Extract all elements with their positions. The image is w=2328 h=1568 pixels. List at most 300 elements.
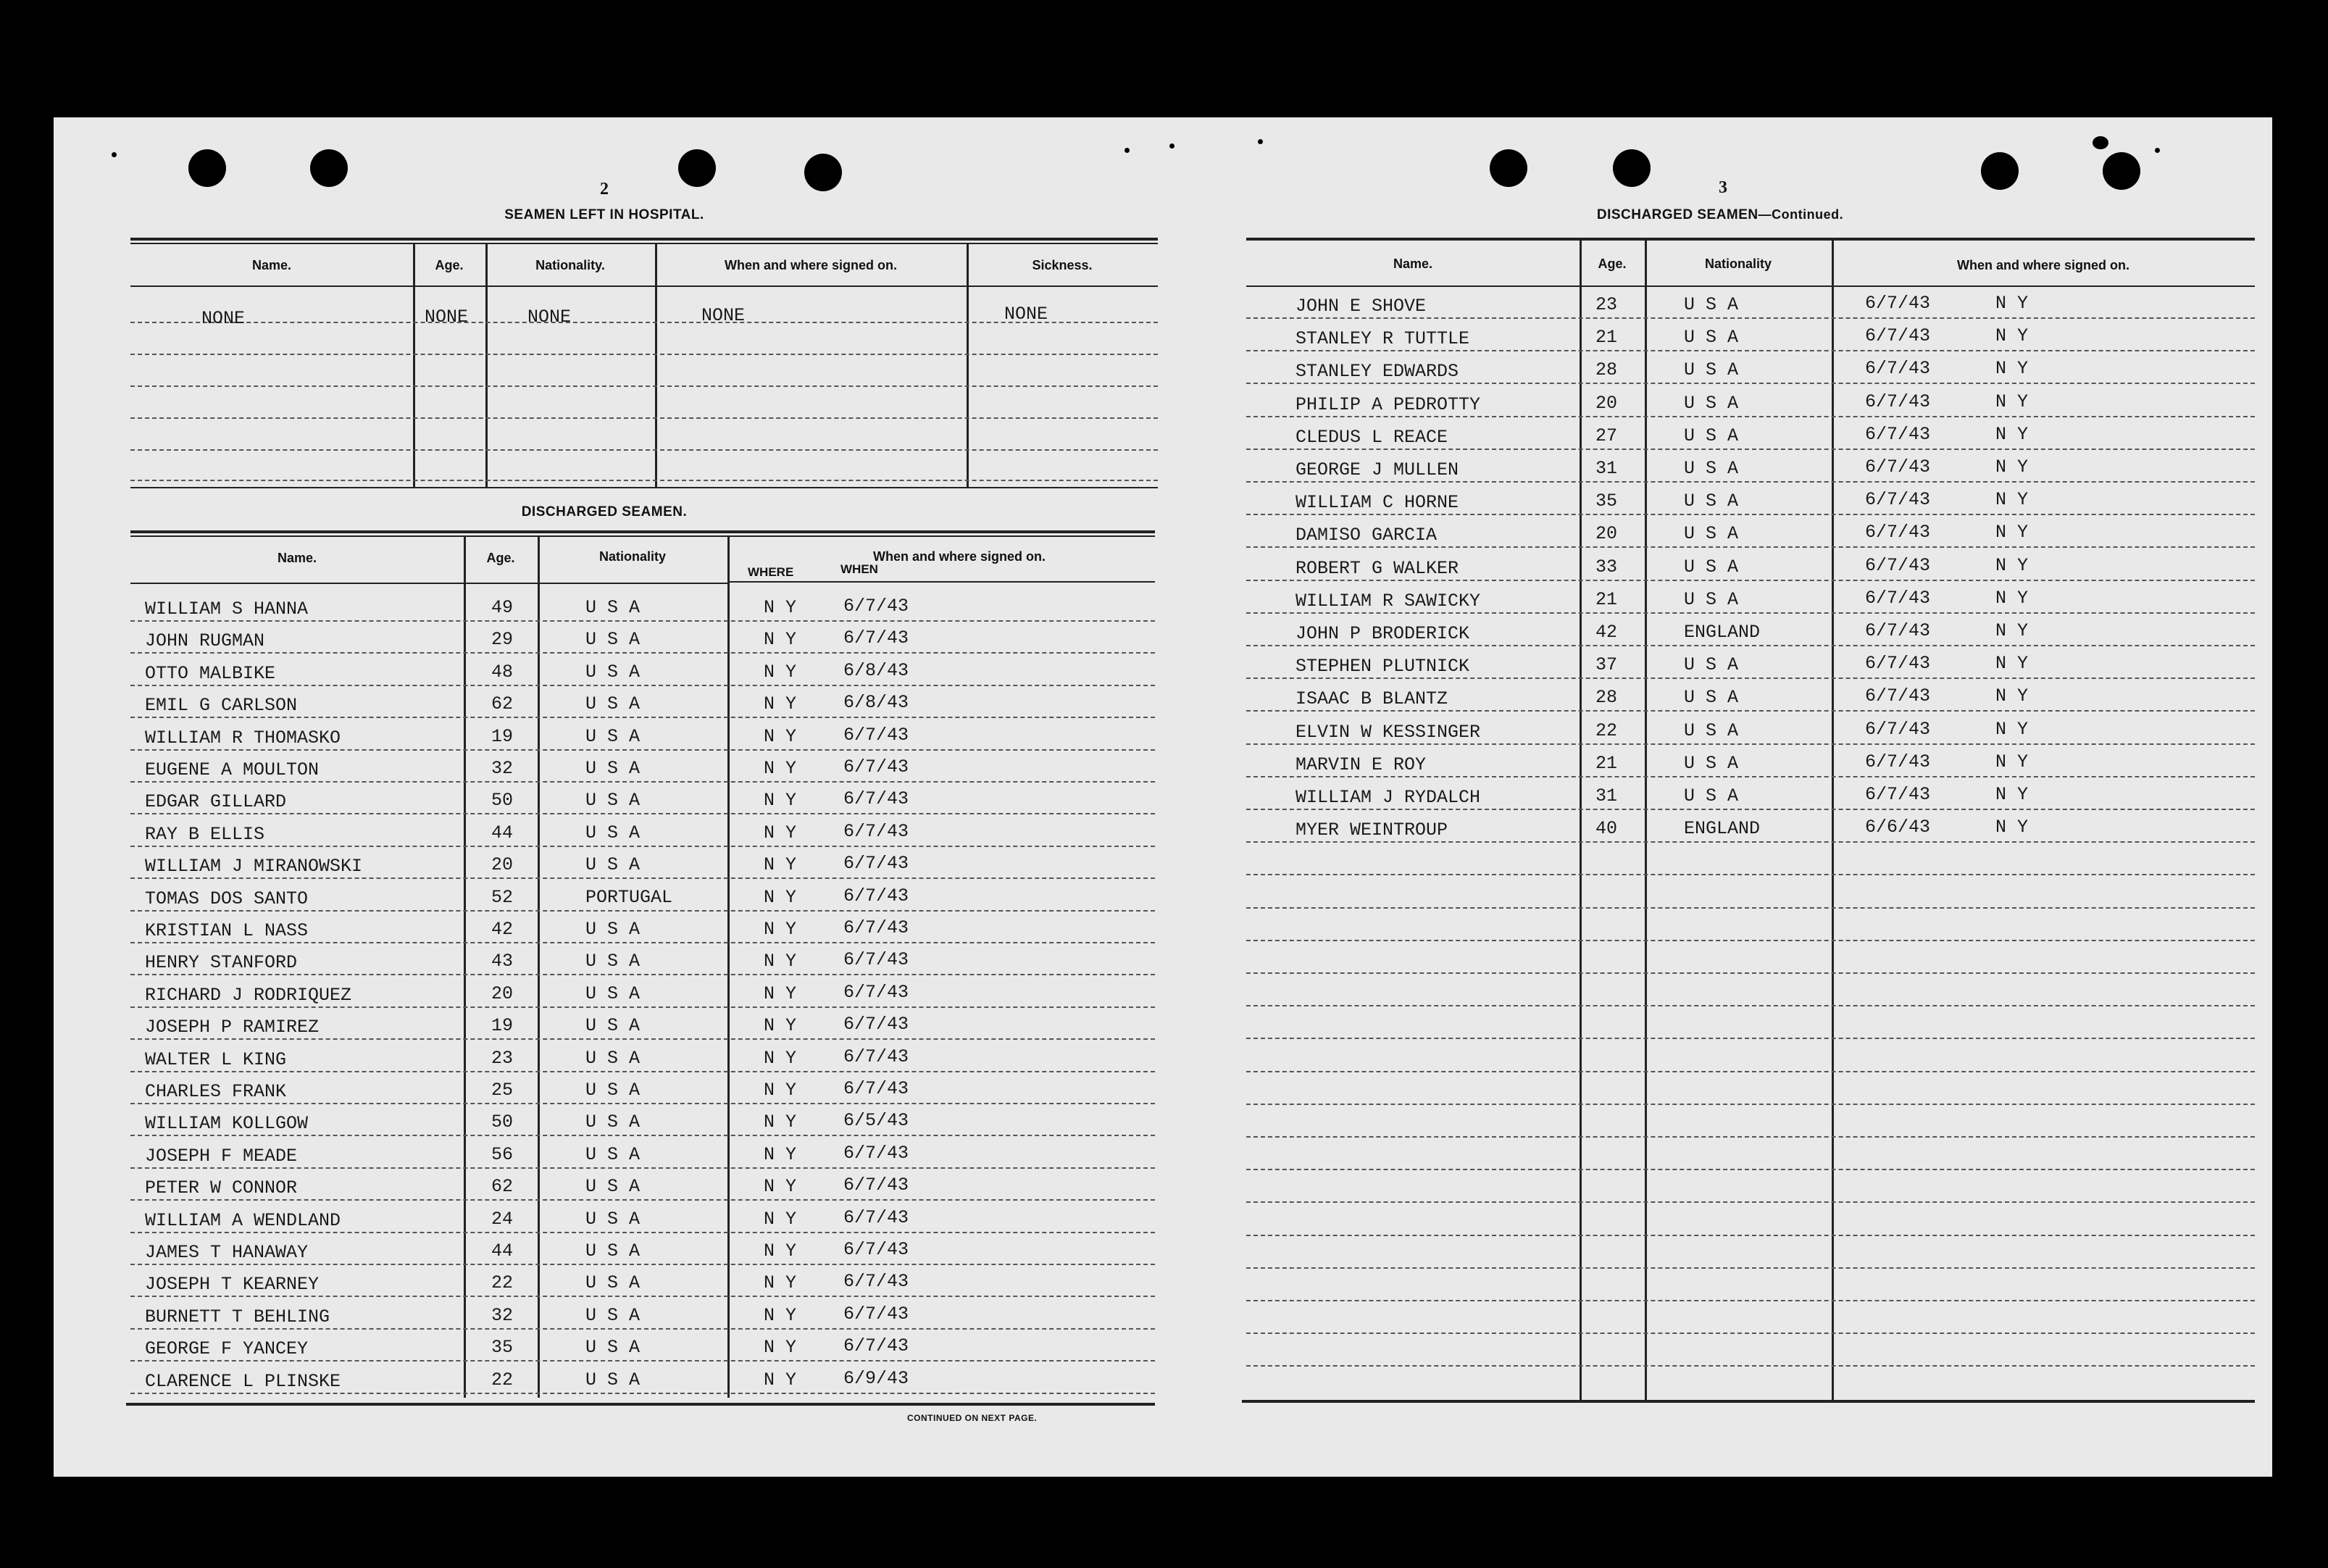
row-line: [130, 1167, 1155, 1169]
punch-hole: [310, 149, 348, 187]
row-line: [130, 1393, 1155, 1394]
seaman-when: 6/9/43: [843, 1368, 909, 1389]
seaman-where: N Y: [1995, 555, 2029, 576]
seaman-when: 6/7/43: [1865, 719, 1931, 740]
row-line: [130, 1264, 1155, 1265]
ink-speck: [2155, 148, 2160, 153]
seaman-nationality: U S A: [1684, 523, 1739, 544]
discharged-header-name: Name.: [277, 551, 317, 565]
seaman-nationality: U S A: [585, 854, 641, 875]
hospital-section-title: SEAMEN LEFT IN HOSPITAL.: [504, 207, 704, 222]
hospital-header-age: Age.: [435, 258, 464, 272]
ink-speck: [1169, 143, 1175, 149]
seaman-nationality: U S A: [1684, 654, 1739, 675]
seaman-when: 6/7/43: [843, 1014, 909, 1035]
seaman-age: 32: [491, 758, 514, 779]
seaman-nationality: U S A: [585, 693, 641, 714]
row-line: [130, 1296, 1155, 1297]
row-line: [130, 717, 1155, 718]
seaman-name: PHILIP A PEDROTTY: [1296, 394, 1481, 415]
seaman-where: N Y: [764, 790, 797, 811]
seaman-name: WILLIAM A WENDLAND: [145, 1210, 341, 1231]
row-line: [1246, 743, 2255, 745]
seaman-where: N Y: [1995, 489, 2029, 510]
row-line: [1246, 809, 2255, 810]
discharged-header-nationality: Nationality: [598, 549, 666, 564]
row-line: [1246, 317, 2255, 319]
seaman-nationality: U S A: [585, 1080, 641, 1101]
seaman-age: 42: [491, 919, 514, 940]
seaman-name: JOHN P BRODERICK: [1296, 623, 1470, 644]
row-line: [1246, 710, 2255, 712]
seaman-nationality: U S A: [585, 1048, 641, 1069]
seaman-when: 6/7/43: [843, 596, 909, 617]
seaman-name: WILLIAM R SAWICKY: [1296, 591, 1481, 612]
seaman-nationality: U S A: [1684, 458, 1739, 479]
row-line: [1246, 1038, 2255, 1039]
punch-hole: [2103, 152, 2140, 190]
seaman-name: MYER WEINTROUP: [1296, 820, 1448, 841]
seaman-when: 6/7/43: [843, 1175, 909, 1196]
seaman-age: 37: [1595, 654, 1618, 675]
seaman-nationality: ENGLAND: [1684, 622, 1761, 643]
seaman-name: GEORGE F YANCEY: [145, 1338, 309, 1359]
row-line: [1246, 449, 2255, 450]
seaman-name: WILLIAM J RYDALCH: [1296, 787, 1481, 808]
seaman-age: 44: [491, 822, 514, 843]
seaman-when: 6/7/43: [1865, 685, 1931, 706]
hospital-age: NONE: [425, 306, 469, 328]
row-line: [130, 1199, 1155, 1201]
seaman-name: WILLIAM C HORNE: [1296, 492, 1459, 513]
right-header-signed-on: When and where signed on.: [1956, 258, 2130, 272]
seaman-age: 23: [1595, 294, 1618, 315]
seaman-where: N Y: [764, 1305, 797, 1326]
seaman-where: N Y: [1995, 588, 2029, 609]
hospital-header-name: Name.: [251, 258, 292, 272]
row-line: [130, 1006, 1155, 1008]
row-line: [1246, 1267, 2255, 1269]
seaman-when: 6/7/43: [843, 853, 909, 874]
row-line: [1246, 776, 2255, 777]
hospital-nationality: NONE: [527, 306, 572, 328]
seaman-where: N Y: [1995, 325, 2029, 346]
seaman-age: 20: [1595, 393, 1618, 414]
row-line: [130, 846, 1155, 847]
row-line: [130, 1328, 1155, 1330]
seaman-where: N Y: [1995, 424, 2029, 445]
seaman-age: 62: [491, 1176, 514, 1197]
punch-hole: [678, 149, 716, 187]
seaman-where: N Y: [1995, 293, 2029, 314]
row-line: [1246, 514, 2255, 515]
seaman-when: 6/7/43: [843, 1207, 909, 1228]
seaman-where: N Y: [1995, 719, 2029, 740]
row-line: [1246, 546, 2255, 548]
seaman-when: 6/7/43: [843, 821, 909, 842]
discharged-continued-suffix: —Continued.: [1758, 207, 1844, 222]
seaman-nationality: U S A: [585, 758, 641, 779]
seaman-nationality: U S A: [585, 1015, 641, 1036]
seaman-name: CLEDUS L REACE: [1296, 427, 1448, 448]
seaman-nationality: U S A: [1684, 491, 1739, 512]
seaman-nationality: U S A: [1684, 327, 1739, 348]
seaman-when: 6/7/43: [843, 917, 909, 938]
seaman-age: 19: [491, 1015, 514, 1036]
right-header-age: Age.: [1598, 257, 1627, 271]
seaman-age: 19: [491, 726, 514, 747]
seaman-age: 23: [491, 1048, 514, 1069]
row-line: [130, 620, 1155, 622]
seaman-age: 21: [1595, 589, 1618, 610]
seaman-nationality: PORTUGAL: [585, 887, 673, 908]
seaman-age: 21: [1595, 327, 1618, 348]
row-line: [1246, 841, 2255, 843]
seaman-age: 24: [491, 1209, 514, 1230]
row-line: [1246, 1136, 2255, 1138]
row-line: [1246, 612, 2255, 614]
seaman-name: EDGAR GILLARD: [145, 791, 287, 812]
seaman-when: 6/8/43: [843, 692, 909, 713]
row-line: [130, 749, 1155, 751]
seaman-when: 6/7/43: [1865, 522, 1931, 543]
hospital-header-signed-on: When and where signed on.: [724, 258, 898, 272]
seaman-age: 31: [1595, 458, 1618, 479]
row-line: [1246, 1333, 2255, 1334]
row-line: [1246, 383, 2255, 384]
row-line: [130, 781, 1155, 783]
seaman-where: N Y: [764, 1080, 797, 1101]
seaman-when: 6/7/43: [843, 1335, 909, 1356]
seaman-when: 6/7/43: [843, 725, 909, 746]
ink-speck: [1125, 148, 1130, 153]
seaman-where: N Y: [764, 597, 797, 618]
seaman-name: OTTO MALBIKE: [145, 663, 276, 684]
seaman-when: 6/7/43: [1865, 325, 1931, 346]
seaman-name: BURNETT T BEHLING: [145, 1306, 330, 1327]
seaman-nationality: U S A: [585, 1209, 641, 1230]
seaman-age: 35: [491, 1337, 514, 1358]
seaman-name: EMIL G CARLSON: [145, 695, 298, 716]
seaman-where: N Y: [764, 662, 797, 683]
seaman-where: N Y: [764, 629, 797, 650]
seaman-where: N Y: [1995, 358, 2029, 379]
row-line: [1246, 972, 2255, 974]
seaman-where: N Y: [764, 1337, 797, 1358]
seaman-nationality: U S A: [585, 1305, 641, 1326]
seaman-name: EUGENE A MOULTON: [145, 759, 320, 780]
seaman-when: 6/7/43: [1865, 456, 1931, 478]
seaman-name: STANLEY R TUTTLE: [1296, 328, 1470, 349]
seaman-when: 6/6/43: [1865, 817, 1931, 838]
seaman-nationality: U S A: [585, 597, 641, 618]
seaman-name: CHARLES FRANK: [145, 1081, 287, 1102]
discharged-section-title: DISCHARGED SEAMEN.: [521, 504, 688, 520]
seaman-age: 48: [491, 662, 514, 683]
seaman-when: 6/7/43: [1865, 293, 1931, 314]
row-line: [130, 910, 1155, 912]
seaman-age: 52: [491, 887, 514, 908]
seaman-nationality: U S A: [585, 790, 641, 811]
seaman-where: N Y: [1995, 685, 2029, 706]
row-line: [1246, 645, 2255, 646]
row-line: [1246, 1169, 2255, 1170]
row-line: [1246, 1235, 2255, 1236]
row-line: [130, 1071, 1155, 1072]
seaman-when: 6/7/43: [1865, 653, 1931, 674]
row-line: [1246, 481, 2255, 483]
row-line: [1246, 1300, 2255, 1301]
seaman-nationality: U S A: [585, 662, 641, 683]
row-line: [1246, 1201, 2255, 1203]
seaman-nationality: U S A: [585, 1369, 641, 1390]
seaman-nationality: U S A: [585, 1176, 641, 1197]
seaman-where: N Y: [764, 854, 797, 875]
seaman-when: 6/7/43: [843, 627, 909, 649]
row-line: [1246, 1365, 2255, 1367]
seaman-age: 33: [1595, 556, 1618, 577]
punch-hole: [1981, 152, 2019, 190]
discharged-header-age: Age.: [486, 551, 515, 565]
seaman-age: 21: [1595, 753, 1618, 774]
hospital-sickness: NONE: [1004, 304, 1048, 325]
punch-hole: [804, 154, 842, 191]
seaman-nationality: U S A: [585, 919, 641, 940]
page-number-left: 2: [600, 180, 609, 199]
discharged-header-signed-on: When and where signed on.: [872, 549, 1046, 564]
seaman-when: 6/7/43: [843, 982, 909, 1003]
discharged-continued-title: [1488, 207, 1952, 223]
row-line: [130, 1232, 1155, 1233]
seaman-age: 50: [491, 790, 514, 811]
seaman-nationality: U S A: [1684, 393, 1739, 414]
seaman-name: WILLIAM KOLLGOW: [145, 1113, 309, 1134]
seaman-where: N Y: [764, 1144, 797, 1165]
row-line: [1246, 1071, 2255, 1072]
seaman-when: 6/7/43: [1865, 358, 1931, 379]
seaman-nationality: U S A: [1684, 720, 1739, 741]
seaman-where: N Y: [1995, 620, 2029, 641]
seaman-age: 62: [491, 693, 514, 714]
seaman-nationality: U S A: [585, 726, 641, 747]
row-line: [130, 1360, 1155, 1361]
seaman-name: STEPHEN PLUTNICK: [1296, 656, 1470, 677]
seaman-when: 6/7/43: [1865, 489, 1931, 510]
seaman-where: N Y: [764, 822, 797, 843]
hospital-signed-on: NONE: [701, 305, 746, 326]
seaman-where: N Y: [764, 758, 797, 779]
seaman-when: 6/7/43: [843, 1143, 909, 1164]
row-line: [130, 685, 1155, 686]
seaman-when: 6/7/43: [1865, 620, 1931, 641]
discharged-continued-title-text: DISCHARGED SEAMEN: [1596, 207, 1758, 222]
seaman-when: 6/7/43: [843, 1239, 909, 1260]
row-line: [1246, 677, 2255, 679]
seaman-where: N Y: [764, 1015, 797, 1036]
seaman-age: 22: [491, 1272, 514, 1293]
seaman-nationality: U S A: [585, 1144, 641, 1165]
seaman-when: 6/5/43: [843, 1110, 909, 1131]
seaman-where: N Y: [1995, 817, 2029, 838]
ink-speck: [2093, 136, 2108, 149]
seaman-name: WALTER L KING: [145, 1049, 287, 1070]
row-line: [130, 1135, 1155, 1136]
seaman-name: CLARENCE L PLINSKE: [145, 1371, 341, 1392]
seaman-name: RAY B ELLIS: [145, 824, 265, 845]
seaman-age: 29: [491, 629, 514, 650]
seaman-where: N Y: [764, 1176, 797, 1197]
row-line: [1246, 416, 2255, 417]
seaman-age: 28: [1595, 359, 1618, 380]
seaman-when: 6/7/43: [843, 949, 909, 970]
seaman-when: 6/7/43: [1865, 751, 1931, 772]
row-line: [130, 974, 1155, 975]
seaman-name: ROBERT G WALKER: [1296, 558, 1459, 579]
seaman-where: N Y: [1995, 751, 2029, 772]
seaman-nationality: U S A: [1684, 687, 1739, 708]
row-line: [130, 1038, 1155, 1040]
seaman-age: 31: [1595, 785, 1618, 806]
seaman-nationality: U S A: [1684, 589, 1739, 610]
seaman-age: 44: [491, 1240, 514, 1262]
seaman-name: JOSEPH F MEADE: [145, 1146, 298, 1167]
seaman-when: 6/7/43: [843, 885, 909, 906]
seaman-age: 35: [1595, 491, 1618, 512]
seaman-nationality: U S A: [585, 1272, 641, 1293]
seaman-name: GEORGE J MULLEN: [1296, 459, 1459, 480]
seaman-nationality: U S A: [1684, 294, 1739, 315]
seaman-where: N Y: [1995, 391, 2029, 412]
seaman-when: 6/8/43: [843, 660, 909, 681]
discharged-subheader-where: WHERE: [748, 565, 794, 579]
seaman-when: 6/7/43: [1865, 784, 1931, 805]
row-line: [1246, 1005, 2255, 1006]
seaman-where: N Y: [1995, 653, 2029, 674]
row-line: [130, 942, 1155, 943]
seaman-name: WILLIAM R THOMASKO: [145, 727, 341, 748]
seaman-name: PETER W CONNOR: [145, 1177, 298, 1198]
seaman-where: N Y: [764, 693, 797, 714]
seaman-nationality: U S A: [585, 983, 641, 1004]
seaman-name: WILLIAM S HANNA: [145, 599, 309, 620]
page-number-right: 3: [1719, 178, 1727, 197]
seaman-age: 56: [491, 1144, 514, 1165]
seaman-age: 40: [1595, 818, 1618, 839]
seaman-nationality: U S A: [1684, 425, 1739, 446]
seaman-where: N Y: [764, 983, 797, 1004]
seaman-when: 6/7/43: [1865, 424, 1931, 445]
seaman-name: HENRY STANFORD: [145, 952, 298, 973]
row-line: [1246, 874, 2255, 875]
seaman-age: 42: [1595, 622, 1618, 643]
seaman-age: 43: [491, 951, 514, 972]
row-line: [1246, 907, 2255, 909]
seaman-nationality: U S A: [585, 629, 641, 650]
seaman-age: 25: [491, 1080, 514, 1101]
ink-speck: [1258, 139, 1263, 144]
seaman-name: JOSEPH P RAMIREZ: [145, 1017, 320, 1038]
seaman-where: N Y: [764, 1209, 797, 1230]
seaman-nationality: U S A: [585, 822, 641, 843]
row-line: [1246, 580, 2255, 581]
seaman-where: N Y: [764, 1112, 797, 1133]
punch-hole: [1613, 149, 1651, 187]
row-line: [130, 1103, 1155, 1104]
seaman-where: N Y: [764, 1369, 797, 1390]
seaman-where: N Y: [764, 919, 797, 940]
seaman-nationality: U S A: [585, 1337, 641, 1358]
seaman-name: JOSEPH T KEARNEY: [145, 1274, 320, 1295]
seaman-where: N Y: [764, 1272, 797, 1293]
punch-hole: [188, 149, 226, 187]
seaman-where: N Y: [764, 726, 797, 747]
seaman-nationality: U S A: [1684, 556, 1739, 577]
seaman-nationality: U S A: [585, 1240, 641, 1262]
seaman-when: 6/7/43: [843, 756, 909, 777]
seaman-nationality: U S A: [1684, 785, 1739, 806]
seaman-when: 6/7/43: [1865, 555, 1931, 576]
ink-speck: [112, 152, 117, 157]
seaman-age: 49: [491, 597, 514, 618]
seaman-name: TOMAS DOS SANTO: [145, 888, 309, 909]
seaman-where: N Y: [1995, 784, 2029, 805]
seaman-when: 6/7/43: [843, 1271, 909, 1292]
seaman-nationality: U S A: [1684, 753, 1739, 774]
seaman-when: 6/7/43: [1865, 588, 1931, 609]
seaman-name: DAMISO GARCIA: [1296, 525, 1438, 546]
seaman-when: 6/7/43: [843, 1078, 909, 1099]
seaman-age: 22: [491, 1369, 514, 1390]
right-header-name: Name.: [1393, 257, 1433, 271]
row-line: [130, 877, 1155, 879]
seaman-where: N Y: [764, 1240, 797, 1262]
seaman-age: 50: [491, 1112, 514, 1133]
seaman-nationality: ENGLAND: [1684, 818, 1761, 839]
seaman-age: 22: [1595, 720, 1618, 741]
seaman-name: ELVIN W KESSINGER: [1296, 722, 1481, 743]
seaman-age: 28: [1595, 687, 1618, 708]
row-line: [1246, 1104, 2255, 1105]
row-line: [1246, 940, 2255, 941]
seaman-nationality: U S A: [1684, 359, 1739, 380]
discharged-subheader-when: WHEN: [840, 562, 878, 576]
seaman-name: STANLEY EDWARDS: [1296, 361, 1459, 382]
seaman-name: MARVIN E ROY: [1296, 754, 1427, 775]
row-line: [130, 813, 1155, 814]
seaman-age: 32: [491, 1305, 514, 1326]
seaman-name: JAMES T HANAWAY: [145, 1242, 309, 1263]
seaman-where: N Y: [764, 887, 797, 908]
seaman-name: JOHN E SHOVE: [1296, 296, 1427, 317]
seaman-age: 20: [491, 854, 514, 875]
seaman-name: JOHN RUGMAN: [145, 630, 265, 651]
seaman-where: N Y: [764, 951, 797, 972]
hospital-header-nationality: Nationality.: [535, 258, 605, 272]
seaman-when: 6/7/43: [843, 788, 909, 809]
seaman-age: 27: [1595, 425, 1618, 446]
seaman-where: N Y: [764, 1048, 797, 1069]
seaman-when: 6/7/43: [843, 1304, 909, 1325]
seaman-nationality: U S A: [585, 1112, 641, 1133]
seaman-when: 6/7/43: [1865, 391, 1931, 412]
seaman-name: RICHARD J RODRIQUEZ: [145, 985, 352, 1006]
row-line: [130, 652, 1155, 654]
hospital-header-sickness: Sickness.: [1032, 258, 1093, 272]
seaman-where: N Y: [1995, 456, 2029, 478]
seaman-name: KRISTIAN L NASS: [145, 920, 309, 941]
document-sheet: [54, 117, 2272, 1477]
row-line: [1246, 350, 2255, 351]
